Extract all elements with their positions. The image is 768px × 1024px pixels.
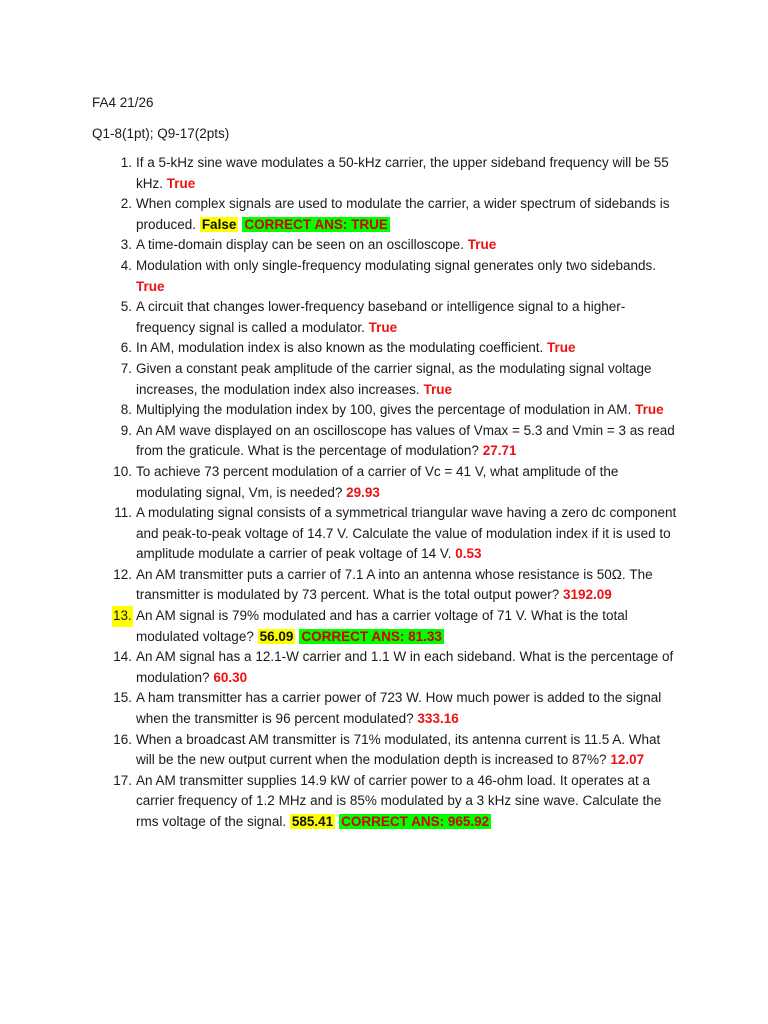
question-item — [0, 606, 768, 647]
question-number: 9. — [120, 422, 132, 438]
question-item — [0, 153, 768, 194]
question-item — [0, 338, 768, 359]
question-text: Modulation with only single-frequency modulating signal generates only two sidebands. — [136, 257, 657, 273]
answer-mark: True — [547, 340, 576, 356]
question-text: If a 5-kHz sine wave modulates a 50-kHz carrier, the upper sideband frequency will be 55 kHz. — [136, 155, 669, 191]
question-number: 1. — [120, 155, 132, 170]
question-text: An AM signal has a 12.1-W carrier and 1.1 W in each sideband. What is the percentage of modulation? — [136, 649, 674, 685]
answer-mark: 29.93 — [346, 484, 380, 500]
answer-mark: 585.41 — [291, 814, 334, 829]
question-text: A ham transmitter has a carrier power of 723 W. How much power is added to the signal when the transmitter is 96 percent modulated? — [136, 690, 662, 727]
question-item — [0, 256, 768, 297]
question-text: In AM, modulation index is also known as the modulating coefficient. — [136, 340, 544, 356]
question-number: 16. — [113, 731, 132, 747]
question-number: 12. — [113, 566, 132, 582]
question-text: An AM signal is 79% modulated and has a carrier voltage of 71 V. What is the total modulated voltage? — [136, 608, 628, 644]
question-text: Given a constant peak amplitude of the carrier signal, as the modulating signal voltage increases, the modulation index also increases. — [136, 360, 652, 397]
correct-answer-badge: CORRECT ANS: 965.92 — [341, 814, 490, 829]
question-item — [0, 688, 768, 729]
question-number: 14. — [113, 649, 132, 665]
answer-mark: True — [635, 402, 664, 418]
question-item — [0, 647, 768, 688]
question-text: To achieve 73 percent modulation of a carrier of Vc = 41 V, what amplitude of the modulating signal, Vm, is needed? — [136, 463, 619, 500]
question-number: 2. — [120, 196, 132, 212]
question-text: An AM wave displayed on an oscilloscope has values of Vmax = 5.3 and Vmin = 3 as read from the graticule. What is the percentage of modulation? — [136, 422, 675, 459]
question-number: 3. — [120, 237, 132, 253]
question-item — [0, 297, 768, 338]
question-text: An AM transmitter puts a carrier of 7.1 A into an antenna whose resistance is 50Ω. The transmitter is modulated by 73 percent. What is the total output power? — [136, 566, 653, 603]
question-text: When complex signals are used to modulate the carrier, a wider spectrum of sidebands is produced. — [136, 196, 670, 232]
correct-answer-badge: CORRECT ANS: TRUE — [244, 216, 388, 232]
question-number: 8. — [120, 402, 132, 418]
question-text: When a broadcast AM transmitter is 71% modulated, its antenna current is 11.5 A. What will be the new output current when the modulation depth is increased to 87%? — [136, 731, 661, 768]
question-number-highlighted: 13. — [112, 606, 133, 627]
answer-mark: 56.09 — [259, 628, 294, 644]
question-item — [0, 462, 768, 503]
question-number: 4. — [120, 257, 132, 273]
question-item — [0, 359, 768, 400]
question-item — [0, 400, 768, 421]
answer-mark: 333.16 — [417, 711, 459, 727]
question-item — [0, 565, 768, 606]
question-text: A circuit that changes lower-frequency baseband or intelligence signal to a higher-frequency signal is called a modulator. — [136, 299, 626, 335]
answer-mark: 3192.09 — [563, 587, 612, 603]
question-number: 15. — [113, 690, 132, 706]
answer-mark: True — [467, 237, 497, 253]
correct-answer-badge: CORRECT ANS: 81.33 — [301, 628, 442, 644]
points-scheme: Q1-8(1pt); Q9-17(2pts) — [92, 126, 230, 141]
question-item — [0, 771, 768, 833]
answer-mark: True — [166, 175, 196, 191]
answer-mark: 12.07 — [610, 752, 645, 768]
answer-mark: True — [423, 381, 452, 397]
question-number: 10. — [113, 463, 132, 479]
question-number: 17. — [113, 772, 132, 788]
question-item — [0, 730, 768, 771]
question-text: Multiplying the modulation index by 100, gives the percentage of modulation in AM. — [136, 402, 632, 418]
answer-mark: 0.53 — [455, 546, 482, 562]
assessment-title: FA4 21/26 — [92, 95, 154, 110]
question-item — [0, 421, 768, 462]
answer-mark: False — [201, 216, 237, 232]
question-list — [0, 153, 768, 833]
question-item — [0, 235, 768, 256]
question-text: A time-domain display can be seen on an oscilloscope. — [136, 237, 464, 253]
question-item — [0, 194, 768, 235]
answer-mark: True — [136, 278, 165, 294]
answer-mark: 27.71 — [482, 443, 517, 459]
answer-mark: 60.30 — [213, 669, 248, 685]
question-number: 11. — [114, 505, 132, 521]
question-number: 6. — [120, 340, 132, 356]
answer-mark: True — [368, 319, 398, 335]
question-number: 7. — [120, 360, 132, 376]
question-number: 5. — [120, 299, 132, 315]
question-text: An AM transmitter supplies 14.9 kW of carrier power to a 46-ohm load. It operates at a carrier frequency of 1.2 MHz and is 85% modulated by a 3 kHz sine wave. Calculate the rms voltage of the signal. — [136, 772, 662, 829]
question-text: A modulating signal consists of a symmetrical triangular wave having a zero dc component and peak-to-peak voltage of 14.7 V. Calculate the value of modulation index if it is used to amplitude modulate a carrier of peak voltage of 14 V. — [136, 505, 677, 562]
question-item — [0, 503, 768, 565]
